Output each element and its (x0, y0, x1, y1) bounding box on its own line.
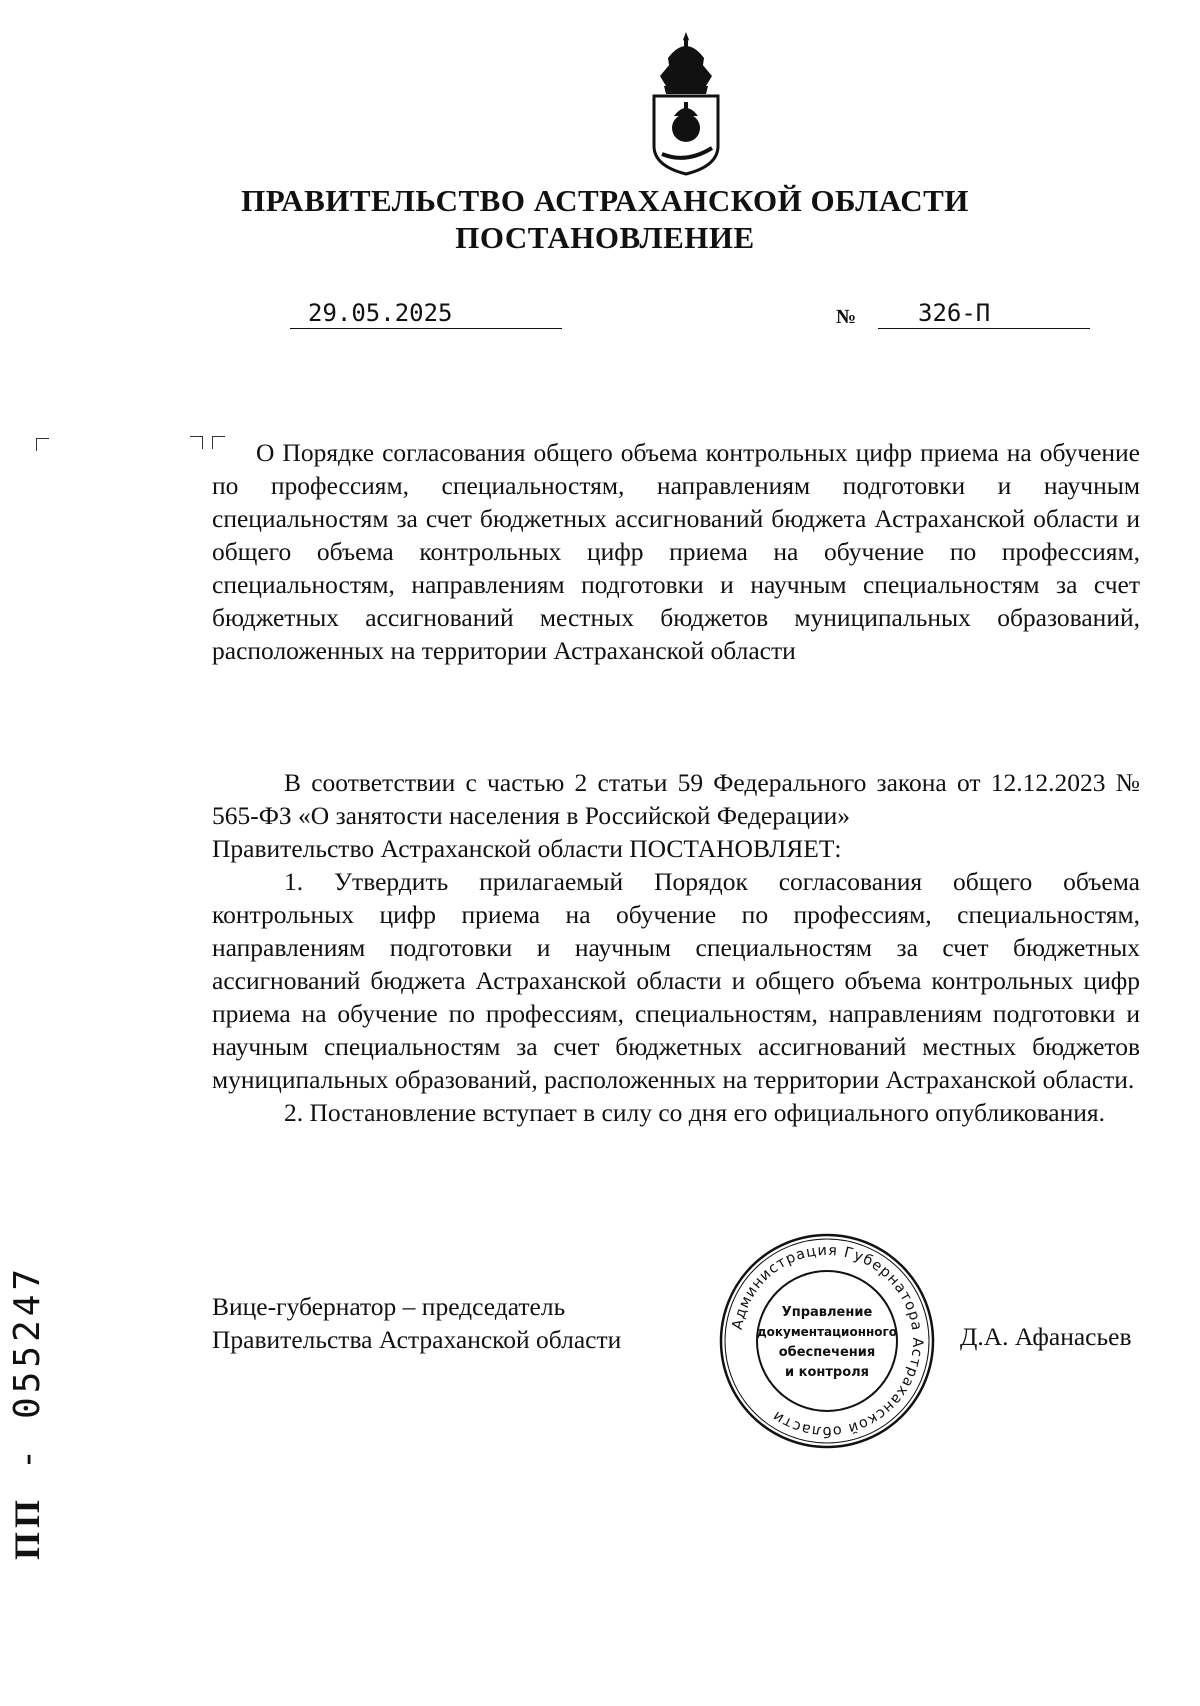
signatory-position (212, 1290, 621, 1356)
signatory-position-line1: Вице-губернатор – председатель (212, 1292, 566, 1321)
stamp-line2: документационного (756, 1325, 898, 1339)
left-margin-corner-mark (36, 438, 49, 451)
signatory-position-line2: Правительства Астраханской области (212, 1325, 622, 1354)
number-sign: № (836, 306, 857, 328)
serial-number: - 055247 (7, 1264, 48, 1471)
document-number: 326-П (878, 298, 1090, 329)
government-title: ПРАВИТЕЛЬСТВО АСТРАХАНСКОЙ ОБЛАСТИ (241, 183, 969, 218)
document-date: 29.05.2025 (290, 298, 562, 329)
stamp-line3: обеспечения (778, 1345, 876, 1360)
document-body (212, 766, 1140, 1129)
stamp-outer-text: Администрация Губернатора Астраханской области (729, 1242, 926, 1440)
stamp-line4: и контроля (784, 1365, 870, 1380)
resolves-paragraph: Правительство Астраханской области ПОСТАНОВЛЯЕТ: (212, 834, 842, 863)
signatory-name: Д.А. Афанасьев (960, 1322, 1132, 1351)
item-2-paragraph: 2. Постановление вступает в силу со дня его официального опубликования. (284, 1098, 1105, 1127)
side-serial-number (6, 1265, 48, 1560)
document-subject (212, 436, 1140, 667)
stamp-line1: Управление (781, 1305, 873, 1320)
preamble-paragraph: В соответствии с частью 2 статьи 59 Федерального закона от 12.12.2023 № 565-ФЗ «О занятости населения в Российской Федерации» (212, 768, 1140, 830)
subject-corner-mark-left (190, 436, 203, 449)
subject-text: О Порядке согласования общего объема контрольных цифр приема на обучение по профессиям, специальностям, направлениям подготовки и научным специальностям за счет бюджетных ассигнований бюджета Астраханской области и общего объема контрольных цифр приема на обучение по профессиям, специальностям, направлениям подготовки и научным специальностям за счет бюджетных ассигнований местных бюджетов муниципальных образований, расположенных на территории Астраханской области (212, 438, 1140, 665)
document-type-title: ПОСТАНОВЛЕНИЕ (455, 220, 755, 255)
serial-prefix: ПП (7, 1495, 47, 1560)
official-stamp (718, 1232, 936, 1450)
item-1-paragraph: 1. Утвердить прилагаемый Порядок согласования общего объема контрольных цифр приема на обучение по профессиям, специальностям, направлениям подготовки и научным специальностям за счет бюджетных ассигнований бюджета Астраханской области и общего объема контрольных цифр приема на обучение по профессиям, специальностям, направлениям подготовки и научным специальностям за счет бюджетных ассигнований местных бюджетов муниципальных образований, расположенных на территории Астраханской области. (212, 867, 1140, 1094)
coat-of-arms-emblem (640, 28, 732, 178)
svg-text:Администрация Губернатора Астр (730, 1243, 925, 1439)
